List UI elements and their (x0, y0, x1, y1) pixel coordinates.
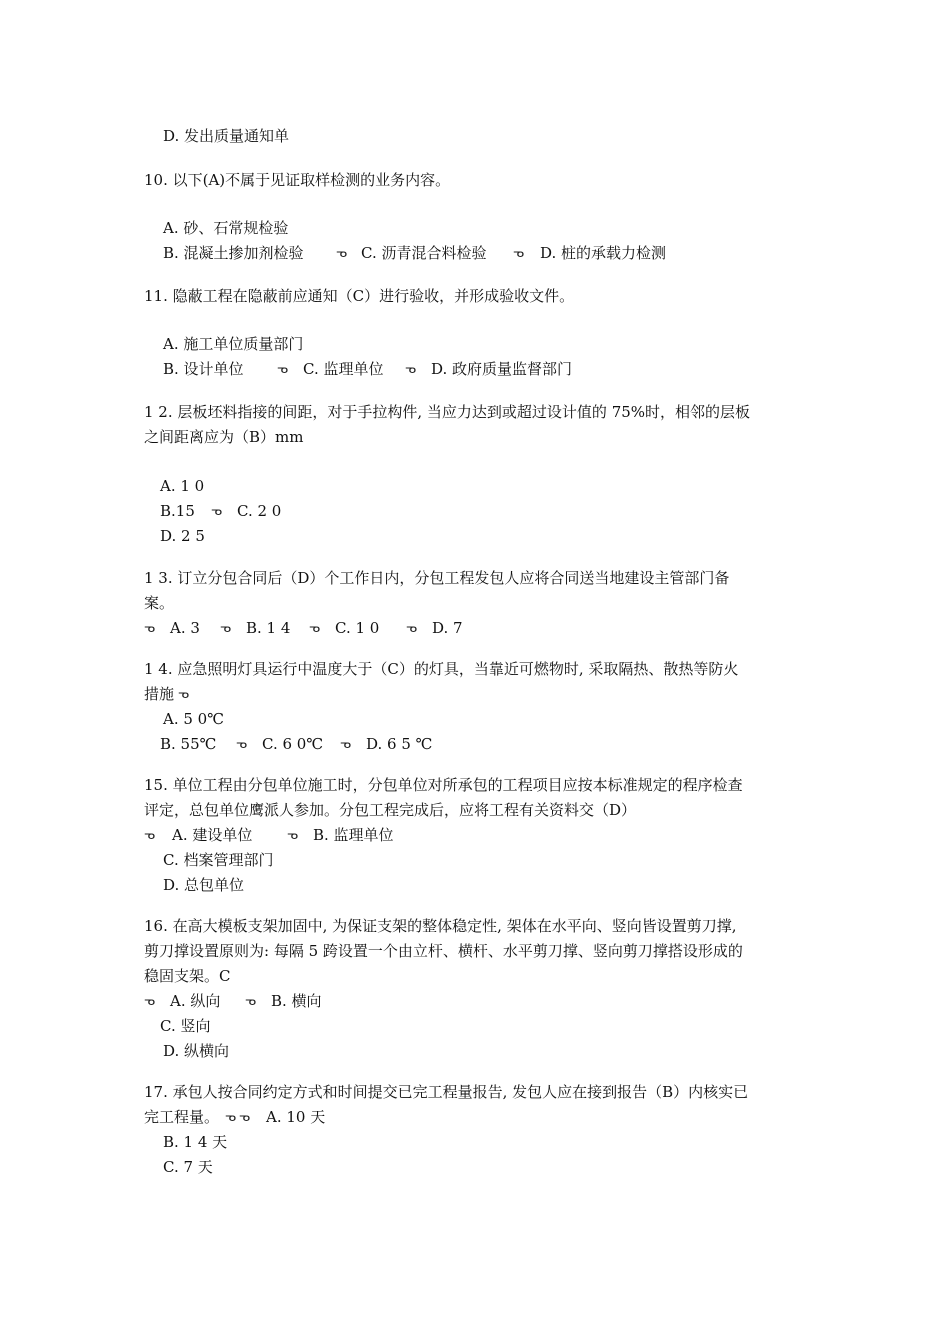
question-text: 措施 (144, 685, 175, 703)
option-text: A. 3 (170, 619, 200, 637)
option-text: D. 总包单位 (163, 876, 245, 894)
option-text: B. 55℃ (160, 735, 217, 753)
option-text: C. 监理单位 (303, 360, 384, 378)
option-text: C. 沥青混合料检验 (361, 244, 487, 262)
question-text: 11. 隐蔽工程在隐蔽前应通知（C）进行验收，并形成验收文件。 (144, 287, 575, 305)
option-text: A. 建设单位 (172, 826, 253, 844)
mark-icon: ᓀ (144, 828, 156, 843)
mark-icon: ᓀ (405, 362, 417, 377)
mark-icon: ᓀ (513, 246, 525, 261)
question-text: 16. 在高大模板支架加固中, 为保证支架的整体稳定性, 架体在水平向、竖向皆设置剪刀撑, (144, 917, 737, 935)
mark-icon: ᓀ (406, 621, 418, 636)
option-text: C. 1 0 (335, 619, 380, 637)
option-text: C. 6 0℃ (262, 735, 324, 753)
option-text: A. 砂、石常规检验 (163, 219, 289, 237)
question-text: 评定，总包单位鹰派人参加。分包工程完成后，应将工程有关资料交（D） (144, 801, 637, 819)
mark-icon: ᓀ (287, 828, 299, 843)
option-text: C. 2 0 (237, 502, 282, 520)
option-text: D. 7 (432, 619, 463, 637)
question-text: 剪刀撑设置原则为: 每隔 5 跨设置一个由立杆、横杆、水平剪刀撑、竖向剪刀撑搭设形成的 (144, 942, 743, 960)
option-text: D. 政府质量监督部门 (431, 360, 573, 378)
question-text: 之间距离应为（B）mm (144, 428, 304, 446)
mark-icon: ᓀ (225, 1110, 237, 1125)
option-text: A. 施工单位质量部门 (163, 335, 304, 353)
mark-icon: ᓀ (144, 994, 156, 1009)
mark-icon: ᓀ (178, 687, 190, 702)
question-text: 10. 以下(A)不属于见证取样检测的业务内容。 (144, 171, 451, 189)
option-text: B. 监理单位 (313, 826, 394, 844)
question-text: 15. 单位工程由分包单位施工时，分包单位对所承包的工程项目应按本标准规定的程序检查 (144, 776, 743, 794)
mark-icon: ᓀ (144, 621, 156, 636)
mark-icon: ᓀ (236, 737, 248, 752)
mark-icon: ᓀ (220, 621, 232, 636)
option-text: D. 2 5 (160, 527, 205, 545)
option-text: A. 1 0 (160, 477, 205, 495)
option-text: D. 发出质量通知单 (163, 127, 290, 145)
mark-icon: ᓀ (336, 246, 348, 261)
question-text: 17. 承包人按合同约定方式和时间提交已完工程量报告, 发包人应在接到报告（B）内核实已 (144, 1083, 749, 1101)
option-text: A. 纵向 (170, 992, 221, 1010)
mark-icon: ᓀ (277, 362, 289, 377)
mark-icon: ᓀ (211, 504, 223, 519)
option-text: D. 桩的承载力检测 (540, 244, 667, 262)
question-text: 1 4. 应急照明灯具运行中温度大于（C）的灯具，当靠近可燃物时, 采取隔热、散热等防火 (144, 660, 739, 678)
question-text: 案。 (144, 594, 175, 612)
option-text: B. 横向 (271, 992, 322, 1010)
option-text: B. 混凝土掺加剂检验 (163, 244, 304, 262)
option-text: C. 7 天 (163, 1158, 213, 1176)
mark-icon: ᓀ (239, 1110, 251, 1125)
mark-icon: ᓀ (309, 621, 321, 636)
option-text: C. 档案管理部门 (163, 851, 274, 869)
option-text: A. 5 0℃ (163, 710, 225, 728)
option-text: B. 设计单位 (163, 360, 244, 378)
mark-icon: ᓀ (340, 737, 352, 752)
question-text: 1 2. 层板坯料指接的间距，对于手拉构件, 当应力达到或超过设计值的 75%时，相邻的层板 (144, 403, 751, 421)
option-text: D. 6 5 ℃ (366, 735, 433, 753)
question-text: 完工程量。 (144, 1108, 220, 1126)
option-text: B. 1 4 天 (163, 1133, 228, 1151)
option-text: D. 纵横向 (163, 1042, 230, 1060)
option-text: C. 竖向 (160, 1017, 211, 1035)
option-text: A. 10 天 (266, 1108, 326, 1126)
option-text: B.15 (160, 502, 195, 520)
option-text: B. 1 4 (246, 619, 291, 637)
question-text: 1 3. 订立分包合同后（D）个工作日内，分包工程发包人应将合同送当地建设主管部门备 (144, 569, 730, 587)
mark-icon: ᓀ (245, 994, 257, 1009)
question-text: 稳固支架。C (144, 967, 231, 985)
